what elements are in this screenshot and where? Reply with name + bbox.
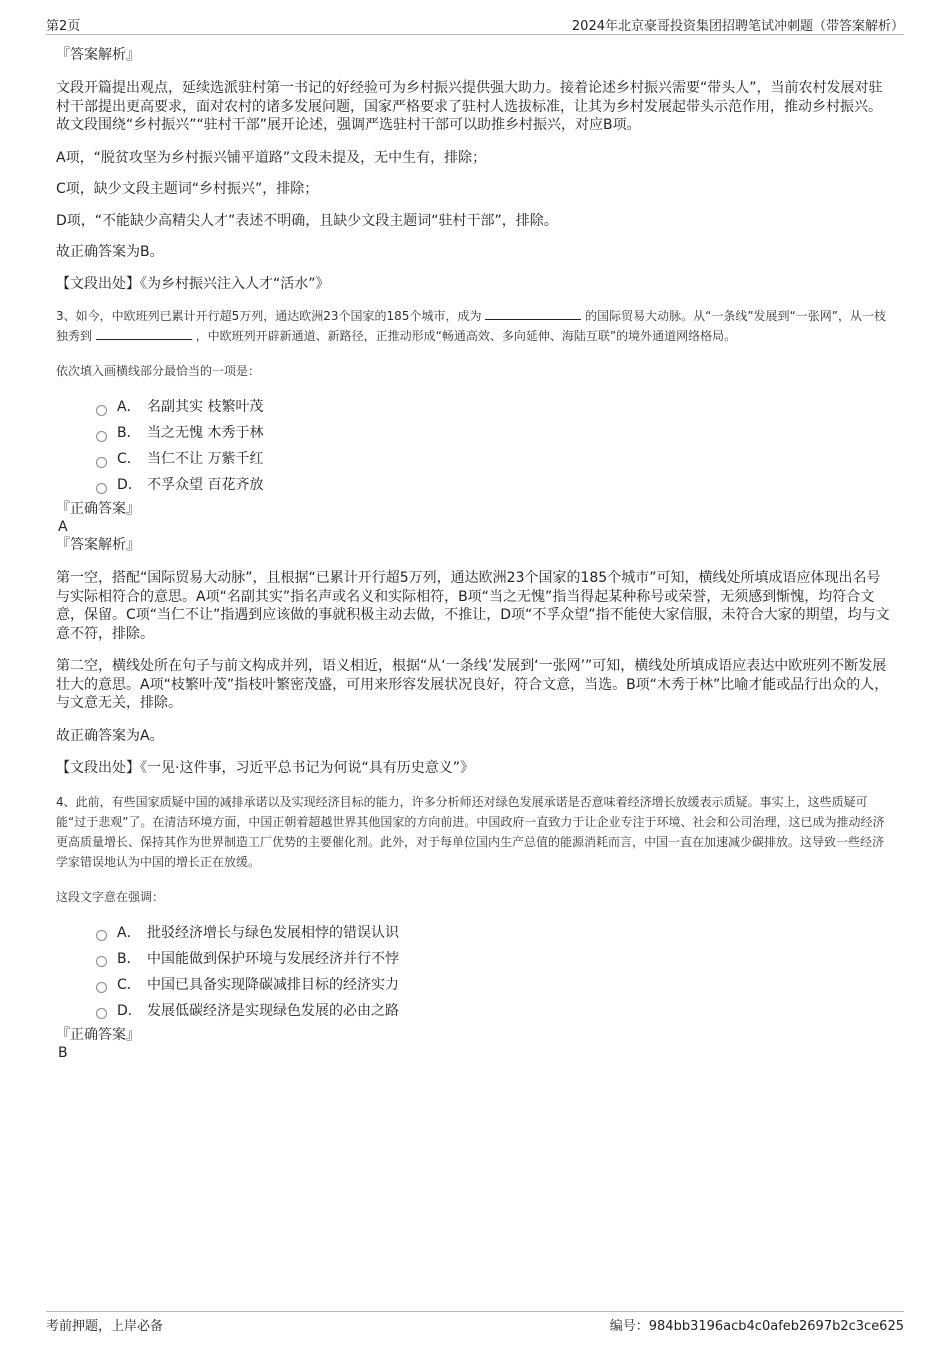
fill-blank [485,307,581,320]
option-a[interactable]: A． 批驳经济增长与绿色发展相悖的错误认识 [96,920,894,946]
document-title: 2024年北京豪哥投资集团招聘笔试冲刺题（带答案解析） [571,19,904,34]
page-footer [46,1311,904,1334]
analysis-label: 『答案解析』 [56,47,140,63]
option-c[interactable]: C． 当仁不让 万紫千红 [96,446,894,472]
page-header [46,14,904,35]
option-d[interactable]: D． 不孚众望 百花齐放 [96,472,894,498]
question-prompt: 这段文字意在强调： [56,889,165,904]
correct-answer-label: 『正确答案』 [56,501,140,517]
radio-icon[interactable] [96,930,107,941]
analysis-paragraph: A项，“脱贫攻坚为乡村振兴铺平道路”文段未提及，无中生有，排除； [56,149,487,166]
fill-blank [96,327,192,340]
options-list [56,394,894,498]
question-stem: 3、如今，中欧班列已累计开行超5万列，通达欧洲23个国家的185个城市，成为 的国际贸易大动脉。从“一条线”发展到“一张网”，从一枝独秀到 ，中欧班列开辟新通道、新路径，正推动形成“畅通高效、多向延伸、海陆互联”的境外通道网络格局。 [56,309,886,343]
correct-answer-statement: 故正确答案为A。 [56,727,164,744]
question-prompt: 依次填入画横线部分最恰当的一项是： [56,364,261,378]
option-c[interactable]: C． 中国已具备实现降碳减排目标的经济实力 [96,972,894,998]
correct-answer-statement: 故正确答案为B。 [56,244,164,260]
option-b[interactable]: B． 中国能做到保护环境与发展经济并行不悖 [96,946,894,972]
question-stem: 4、此前，有些国家质疑中国的减排承诺以及实现经济目标的能力，许多分析师还对绿色发展承诺是否意味着经济增长放缓表示质疑。事实上，这些质疑可能“过于悲观”了。在清洁环境方面，中国正朝着超越世界其他国家的方向前进。中国政府一直致力于让企业专注于环境、社会和公司治理，这已成为推动经济更高质量增长、保持其作为世界制造工厂优势的主要催化剂。此外，对于每单位国内生产总值的能源消耗而言，中国一直在加速减少碳排放。这导致一些经济学家错误地认为中国的增长正在放缓。 [56,794,885,869]
footer-slogan: 考前押题，上岸必备 [46,1319,164,1334]
page-number: 第2页 [46,19,81,34]
radio-icon[interactable] [96,483,107,494]
document-id: 编号：984bb3196acb4c0afeb2697b2c3ce625 [609,1319,904,1334]
radio-icon[interactable] [96,982,107,993]
radio-icon[interactable] [96,956,107,967]
option-d[interactable]: D． 发展低碳经济是实现绿色发展的必由之路 [96,998,894,1024]
analysis-paragraph: C项，缺少文段主题词“乡村振兴”，排除； [56,181,319,197]
radio-icon[interactable] [96,457,107,468]
analysis-label: 『答案解析』 [56,537,140,553]
source-citation: 【文段出处】《一见·这件事，习近平总书记为何说“具有历史意义”》 [56,760,474,776]
source-citation: 【文段出处】《为乡村振兴注入人才“活水”》 [56,275,330,292]
correct-answer-label: 『正确答案』 [56,1026,140,1043]
analysis-paragraph: 第二空，横线处所在句子与前文构成并列，语义相近，根据“从‘一条线’发展到‘一张网’”可知，横线处所填成语应表达中欧班列不断发展壮大的意思。A项“枝繁叶茂”指枝叶繁密茂盛，可用来形容发展状况良好，符合文意，当选。B项“木秀于林”比喻才能或品行出众的人，与文意无关，排除。 [56,658,889,711]
correct-answer-value: A [58,519,68,535]
option-a[interactable]: A． 名副其实 枝繁叶茂 [96,394,894,420]
radio-icon[interactable] [96,1008,107,1019]
option-b[interactable]: B． 当之无愧 木秀于林 [96,420,894,446]
analysis-paragraph: 文段开篇提出观点，延续选派驻村第一书记的好经验可为乡村振兴提供强大助力。接着论述乡村振兴需要“带头人”，当前农村发展对驻村干部提出更高要求，面对农村的诸多发展问题，国家严格要求了驻村人选拔标准，让其为乡村发展起带头示范作用，推动乡村振兴。故文段围绕“乡村振兴”“驻村干部”展开论述，强调严选驻村干部可以助推乡村振兴，对应B项。 [56,80,883,133]
analysis-paragraph: 第一空，搭配“国际贸易大动脉”，且根据“已累计开行超5万列，通达欧洲23个国家的185个城市”可知，横线处所填成语应体现出名号与实际相符合的意思。A项“名副其实”指名声或名义和实际相符，B项“当之无愧”指当得起某种称号或荣誉，无须感到惭愧，均符合文意，保留。C项“当仁不让”指遇到应该做的事就积极主动去做，不推让，D项“不孚众望”指不能使大家信服，未符合大家的期望，均与文意不符，排除。 [56,570,890,642]
main-content [56,46,894,1062]
analysis-paragraph: D项，“不能缺少高精尖人才”表述不明确，且缺少文段主题词“驻村干部”，排除。 [56,212,558,229]
options-list [56,920,894,1024]
radio-icon[interactable] [96,431,107,442]
radio-icon[interactable] [96,405,107,416]
correct-answer-value: B [58,1044,68,1061]
